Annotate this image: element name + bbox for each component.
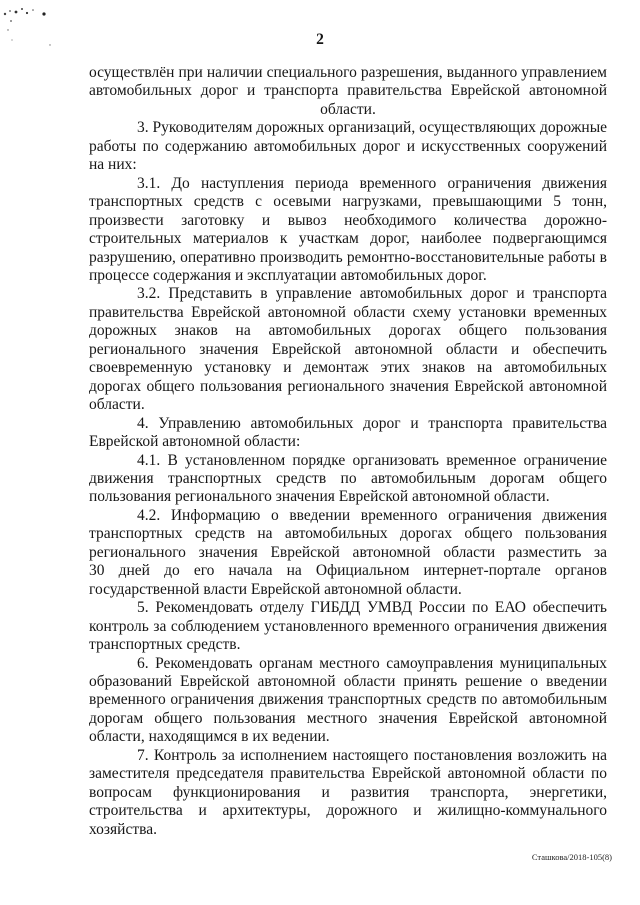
paragraph-item-4-1 <box>89 452 607 507</box>
paragraph-item-3 <box>89 119 607 174</box>
paragraph-item-6 <box>89 655 607 747</box>
text-line: регионального значения Еврейской автономной области и обеспечить <box>89 340 607 358</box>
text-line: транспортных средств с осевыми нагрузками, превышающими 5 тонн, <box>89 193 607 211</box>
text-line: образований Еврейской автономной области принять решение о введении <box>89 672 607 690</box>
text-line: Еврейской автономной области: <box>89 433 301 451</box>
text-line: транспортных средств. <box>89 636 241 654</box>
text-line: 3. Руководителям дорожных организаций, осуществляющих дорожные <box>137 119 607 137</box>
text-line: строительства и архитектуры, дорожного и жилищно-коммунального <box>89 802 607 820</box>
text-line: 5. Рекомендовать отделу ГИБДД УМВД России по ЕАО обеспечить <box>137 599 607 617</box>
text-line: области. <box>89 396 145 414</box>
text-line: работы по содержанию автомобильных дорог и искусственных сооружений <box>89 137 607 155</box>
text-line: 3.2. Представить в управление автомобильных дорог и транспорта <box>137 285 607 303</box>
text-line: 4. Управлению автомобильных дорог и транспорта правительства <box>137 414 607 432</box>
text-line: 3.1. До наступления периода временного ограничения движения <box>137 174 607 192</box>
text-line: строительных материалов к участкам дорог, наиболее подвергающимся <box>89 230 607 248</box>
text-line: осуществлён при наличии специального разрешения, выданного управлением <box>89 64 607 81</box>
text-line: дорогах общего пользования регионального значения Еврейской автономной <box>89 377 607 395</box>
text-line: области. <box>320 100 376 118</box>
text-line: на них: <box>89 156 137 174</box>
text-line: 6. Рекомендовать органам местного самоуправления муниципальных <box>137 654 607 672</box>
paragraph-intro-continuation <box>89 64 607 119</box>
text-line: государственной власти Еврейской автономной области. <box>89 580 462 598</box>
paragraph-item-3-1 <box>89 175 607 286</box>
paragraph-item-3-2 <box>89 285 607 414</box>
text-line: временного ограничения движения транспортных средств по автомобильным <box>89 691 607 709</box>
text-line: разрушению, оперативно производить ремонтно-восстановительные работы в <box>89 248 607 266</box>
text-line: процессе содержания и эксплуатации автомобильных дорог. <box>89 266 487 284</box>
text-line: автомобильных дорог и транспорта правительства Еврейской автономной <box>89 82 607 100</box>
text-line: 7. Контроль за исполнением настоящего постановления возложить на <box>137 746 607 764</box>
text-line: 4.2. Информацию о введении временного ограничения движения <box>137 506 607 524</box>
footer-code: Сташкова/2018-105(8) <box>531 852 612 862</box>
text-line: правительства Еврейской автономной области схему установки временных <box>89 303 607 321</box>
text-line: заместителя председателя правительства Еврейской автономной области по <box>89 765 607 783</box>
text-line: транспортных средств на автомобильных дорогах общего пользования <box>89 525 607 543</box>
text-line: вопросам функционирования и развития транспорта, энергетики, <box>89 783 607 801</box>
paragraph-item-4-2 <box>89 507 607 599</box>
paragraph-item-5 <box>89 599 607 654</box>
document-body <box>89 64 607 839</box>
text-line: движения транспортных средств по автомобильным дорогам общего <box>89 469 607 487</box>
text-line: произвести заготовку и вывоз необходимого количества дорожно- <box>89 211 607 229</box>
text-line: 4.1. В установленном порядке организовать временное ограничение <box>137 451 607 469</box>
text-line: своевременную установку и демонтаж этих знаков на автомобильных <box>89 359 607 377</box>
paragraph-item-7 <box>89 747 607 839</box>
text-line: пользования регионального значения Еврейской автономной области. <box>89 488 550 506</box>
text-line: контроль за соблюдением установленного временного ограничения движения <box>89 617 607 635</box>
text-line: области, находящимся в их ведении. <box>89 728 330 746</box>
page-number: 2 <box>316 31 324 48</box>
text-line: 30 дней до его начала на Официальном интернет-портале органов <box>89 562 607 580</box>
text-line: дорожных знаков на автомобильных дорогах общего пользования <box>89 322 607 340</box>
paragraph-item-4 <box>89 415 607 452</box>
text-line: хозяйства. <box>89 820 157 838</box>
text-line: дорогам общего пользования местного значения Еврейской автономной <box>89 709 607 727</box>
text-line: регионального значения Еврейской автономной области разместить за <box>89 543 607 561</box>
